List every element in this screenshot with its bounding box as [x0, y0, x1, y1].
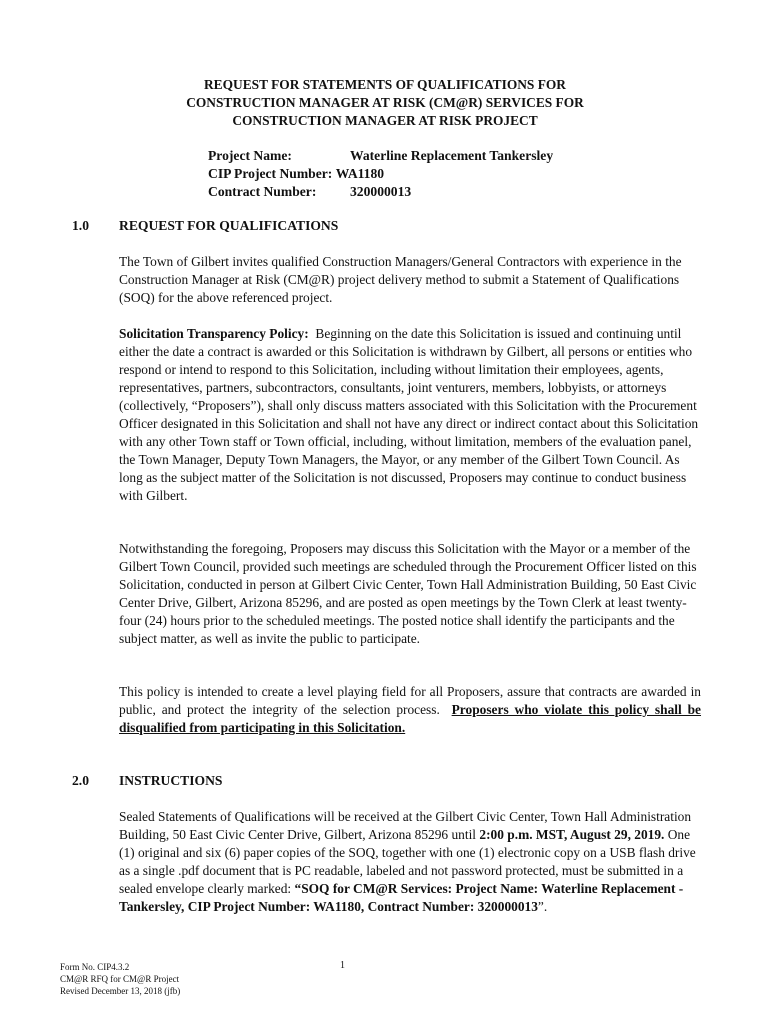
- contract-number-value: 320000013: [350, 184, 412, 199]
- section-1-intro-paragraph: The Town of Gilbert invites qualified Construction Managers/General Contractors with experience in the Construction Manager at Risk (CM@R) project delivery method to submit a Statement of Qualifications (SOQ) for the above referenced project.: [119, 254, 682, 305]
- project-name-value: Waterline Replacement Tankersley: [350, 148, 554, 163]
- transparency-policy-paragraph: [119, 325, 701, 505]
- form-number: Form No. CIP4.3.2: [60, 962, 130, 972]
- document-title: [60, 76, 710, 130]
- project-info: [208, 147, 553, 201]
- cip-number-label: CIP Project Number:: [208, 166, 333, 181]
- project-name-label: Project Name:: [208, 148, 292, 163]
- project-name-row: [208, 147, 553, 165]
- page-number: 1: [340, 960, 345, 971]
- page-footer: [60, 961, 180, 997]
- contract-number-row: [208, 183, 553, 201]
- revision-date: Revised December 13, 2018 (jfb): [60, 986, 181, 996]
- instructions-text-b: One (1) original and six (6) paper copies of the SOQ, together with one (1) electronic copy on a USB flash drive as a single .pdf document that is PC readable, labeled and not password protected, must be submitted in a sealed envelope clearly marked:: [119, 827, 696, 896]
- section-1-heading: REQUEST FOR QUALIFICATIONS: [119, 218, 339, 233]
- title-line-2: CONSTRUCTION MANAGER AT RISK (CM@R) SERVICES FOR: [186, 95, 584, 110]
- submission-deadline: 2:00 p.m. MST, August 29, 2019.: [479, 827, 665, 842]
- title-line-1: REQUEST FOR STATEMENTS OF QUALIFICATIONS FOR: [204, 77, 566, 92]
- policy-intent-paragraph: [119, 683, 701, 737]
- section-2-heading: INSTRUCTIONS: [119, 773, 223, 788]
- title-line-3: CONSTRUCTION MANAGER AT RISK PROJECT: [232, 113, 538, 128]
- transparency-policy-text: Beginning on the date this Solicitation is issued and continuing until either the date a contract is awarded or this Solicitation is withdrawn by Gilbert, all persons or entities who respond or intend to respond to this Solicitation, including without limitation their employees, agents, representatives, partners, subcontractors, consultants, joint venturers, members, lobbyists, or attorneys (collectively, “Proposers”), shall only discuss matters associated with this Solicitation with the Procurement Officer designated in this Solicitation and shall not have any direct or indirect contact about this Solicitation with any other Town staff or Town official, including, without limitation, members of the evaluation panel, the Town Manager, Deputy Town Managers, the Mayor, or any member of the Gilbert Town Council. As long as the subject matter of the Solicitation is not discussed, Proposers may continue to conduct business with Gilbert.: [119, 326, 699, 503]
- cip-number-row: [208, 165, 553, 183]
- section-1-number: 1.0: [72, 218, 89, 233]
- policy-intent-text: This policy is intended to create a level playing field for all Proposers, assure that contracts are awarded in public, and protect the integrity of the selection process.: [119, 684, 701, 717]
- contract-number-label: Contract Number:: [208, 184, 317, 199]
- section-2-number: 2.0: [72, 773, 89, 788]
- transparency-policy-label: Solicitation Transparency Policy:: [119, 326, 309, 341]
- form-name: CM@R RFQ for CM@R Project: [60, 974, 180, 984]
- instructions-paragraph: [119, 808, 701, 916]
- envelope-marking: “SOQ for CM@R Services: Project Name: Waterline Replacement - Tankersley, CIP Project Number: WA1180, Contract Number: 320000013: [119, 881, 684, 914]
- instructions-text-a: Sealed Statements of Qualifications will be received at the Gilbert Civic Center, Town Hall Administration Building, 50 East Civic Center Drive, Gilbert, Arizona 85296 until: [119, 809, 692, 842]
- envelope-marking-end: ”.: [537, 899, 548, 914]
- notwithstanding-paragraph: Notwithstanding the foregoing, Proposers may discuss this Solicitation with the Mayor or a member of the Gilbert Town Council, provided such meetings are scheduled through the Procurement Officer listed on this Solicitation, conducted in person at Gilbert Civic Center, Town Hall Administration Building, 50 East Civic Center Drive, Gilbert, Arizona 85296, and are posted as open meetings by the Town Clerk at least twenty-four (24) hours prior to the scheduled meetings. The posted notice shall identify the participants and the subject matter, as well as invite the public to participate.: [119, 541, 697, 646]
- cip-number-value: WA1180: [335, 166, 385, 181]
- disqualification-warning: Proposers who violate this policy shall be disqualified from participating in this Solicitation.: [119, 702, 702, 735]
